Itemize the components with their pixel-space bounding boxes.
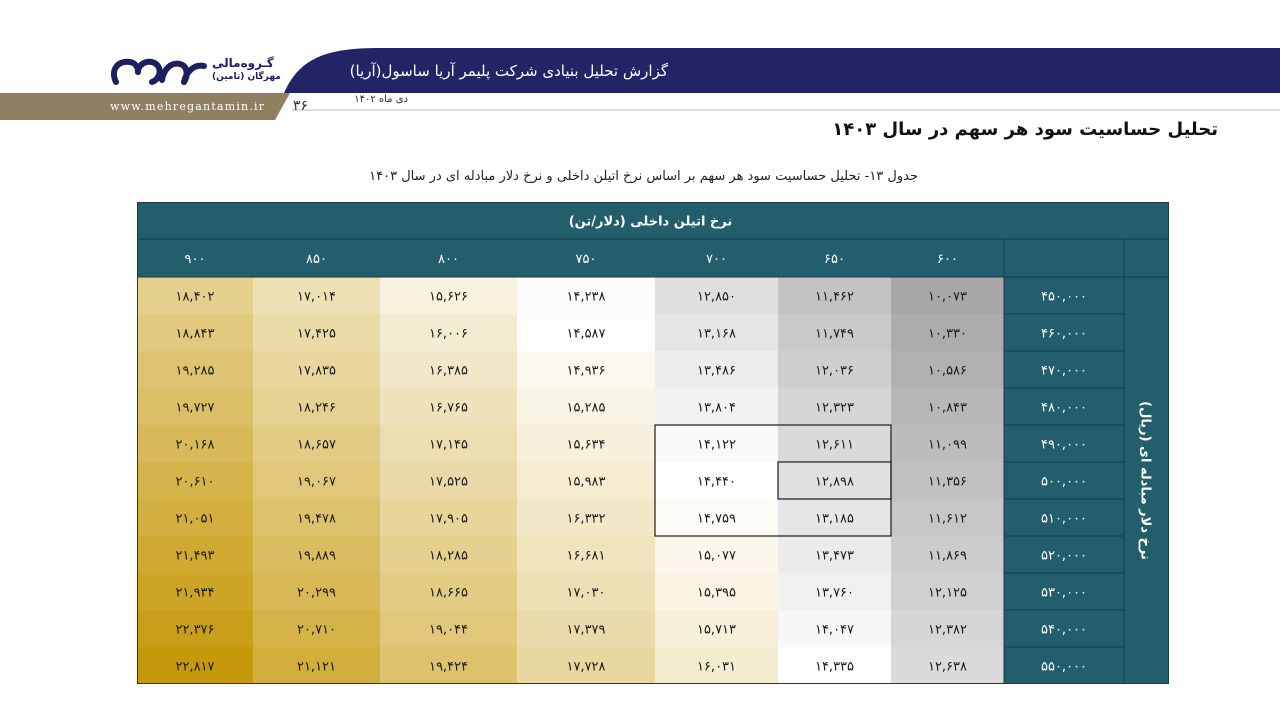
cell-value: ۱۳,۱۶۸ [696,326,737,342]
cell-value: ۱۹,۰۶۷ [296,474,337,490]
cell-value: ۱۱,۴۶۲ [814,289,855,305]
row-header: ۴۸۰,۰۰۰ [1040,400,1088,416]
cell-value: ۱۲,۳۸۲ [927,622,968,638]
cell-value: ۱۰,۵۸۶ [927,363,968,379]
sensitivity-table [137,202,1169,684]
cell-value: ۱۹,۴۲۴ [428,659,469,675]
cell-value: ۱۶,۶۸۱ [566,548,606,564]
cell-value: ۱۲,۰۳۶ [814,363,855,379]
cell-value: ۲۰,۱۶۸ [175,437,215,453]
column-header: ۸۵۰ [306,252,327,267]
section-title: تحلیل حساسیت سود هر سهم در سال ۱۴۰۳ [832,119,1218,140]
brand-logo-subtitle: مهرگان (تامین) [212,72,281,82]
row-header: ۵۴۰,۰۰۰ [1040,622,1088,638]
row-group-header: نرخ دلار مبادله ای (ریال) [1137,401,1153,560]
column-header-row-bg [137,239,1169,277]
cell-value: ۱۵,۶۳۴ [566,437,606,453]
cell-value: ۱۵,۰۷۷ [696,548,737,564]
column-header: ۶۰۰ [937,252,958,267]
column-header: ۶۵۰ [824,252,845,267]
cell-value: ۱۵,۹۸۳ [566,474,606,490]
cell-value: ۱۷,۳۷۹ [566,622,606,638]
brand-logo-title: گـروه‌مالی [212,56,274,70]
cell-value: ۱۸,۸۴۳ [175,326,215,342]
row-header: ۵۰۰,۰۰۰ [1040,474,1088,490]
cell-value: ۱۴,۷۵۹ [696,511,737,527]
cell-value: ۱۲,۱۲۵ [927,585,968,601]
cell-value: ۱۶,۳۳۲ [566,511,606,527]
row-header: ۴۵۰,۰۰۰ [1040,289,1088,305]
cell-value: ۲۱,۹۳۴ [175,585,215,601]
row-header: ۴۷۰,۰۰۰ [1040,363,1088,379]
cell-value: ۱۶,۳۸۵ [428,363,469,379]
page-number: ۳۶ [293,98,309,114]
cell-value: ۱۴,۳۳۵ [814,659,855,675]
cell-value: ۱۷,۹۰۵ [428,511,469,527]
cell-value: ۱۳,۱۸۵ [814,511,855,527]
cell-value: ۱۲,۸۹۸ [814,474,855,490]
cell-value: ۱۱,۸۶۹ [927,548,968,564]
cell-value: ۱۶,۰۳۱ [696,659,737,675]
cell-value: ۱۶,۰۰۶ [428,326,469,342]
cell-value: ۲۲,۸۱۷ [175,659,215,675]
row-header: ۵۱۰,۰۰۰ [1040,511,1088,527]
cell-value: ۱۲,۶۳۸ [927,659,968,675]
cell-value: ۱۰,۸۴۳ [927,400,968,416]
cell-value: ۱۹,۲۸۵ [175,363,215,379]
cell-value: ۱۳,۸۰۴ [696,400,737,416]
cell-value: ۲۱,۴۹۳ [175,548,215,564]
table-caption: جدول ۱۳- تحلیل حساسیت سود هر سهم بر اساس نرخ اتیلن داخلی و نرخ دلار مبادله ای در سال ۱۴۰۳ [369,169,918,184]
cell-value: ۱۱,۰۹۹ [927,437,968,453]
cell-value: ۱۴,۱۲۲ [696,437,737,453]
cell-value: ۱۲,۸۵۰ [696,289,737,305]
row-header: ۵۳۰,۰۰۰ [1040,585,1088,601]
cell-value: ۱۷,۰۱۴ [296,289,337,305]
row-header: ۵۵۰,۰۰۰ [1040,659,1088,675]
cell-value: ۱۸,۲۴۶ [296,400,337,416]
cell-value: ۲۱,۰۵۱ [175,511,215,527]
cell-value: ۱۳,۴۷۳ [814,548,855,564]
cell-value: ۱۳,۴۸۶ [696,363,737,379]
cell-value: ۱۸,۲۸۵ [428,548,469,564]
cell-value: ۲۲,۳۷۶ [175,622,215,638]
cell-value: ۱۴,۲۳۸ [566,289,606,305]
cell-value: ۱۲,۳۲۳ [814,400,855,416]
cell-value: ۱۴,۴۴۰ [696,474,737,490]
cell-value: ۱۹,۰۴۴ [428,622,469,638]
cell-value: ۱۱,۶۱۲ [927,511,968,527]
cell-value: ۱۷,۸۳۵ [296,363,337,379]
cell-value: ۱۷,۱۴۵ [428,437,469,453]
cell-value: ۲۰,۶۱۰ [175,474,215,490]
cell-value: ۲۰,۲۹۹ [296,585,337,601]
cell-value: ۱۵,۷۱۳ [696,622,737,638]
column-header: ۹۰۰ [184,252,206,267]
cell-value: ۱۴,۵۸۷ [566,326,606,342]
row-header: ۵۲۰,۰۰۰ [1040,548,1088,564]
cell-value: ۱۷,۴۲۵ [296,326,337,342]
column-header: ۷۰۰ [706,252,727,267]
cell-value: ۱۹,۴۷۸ [296,511,337,527]
cell-value: ۱۹,۸۸۹ [296,548,337,564]
row-header: ۴۶۰,۰۰۰ [1040,326,1088,342]
cell-value: ۲۰,۷۱۰ [296,622,337,638]
cell-value: ۱۷,۰۳۰ [566,585,606,601]
cell-value: ۱۸,۶۶۵ [428,585,469,601]
cell-value: ۱۵,۳۹۵ [696,585,737,601]
report-date: دی ماه ۱۴۰۲ [354,94,408,105]
header-band [0,48,1280,128]
cell-value: ۱۰,۰۷۳ [927,289,968,305]
report-title: گزارش تحلیل بنیادی شرکت پلیمر آریا ساسول(آریا) [349,62,668,80]
cell-value: ۱۳,۷۶۰ [814,585,855,601]
cell-value: ۱۱,۷۴۹ [814,326,855,342]
column-header: ۷۵۰ [575,252,597,267]
cell-value: ۱۵,۶۲۶ [428,289,469,305]
cell-value: ۱۵,۲۸۵ [566,400,606,416]
cell-value: ۱۷,۵۲۵ [428,474,469,490]
row-header: ۴۹۰,۰۰۰ [1040,437,1088,453]
cell-value: ۱۶,۷۶۵ [428,400,469,416]
cell-value: ۱۷,۷۲۸ [566,659,606,675]
cell-value: ۱۹,۷۲۷ [175,400,215,416]
cell-value: ۱۴,۰۴۷ [814,622,855,638]
website-link[interactable]: www.mehregantamin.ir [110,100,266,113]
column-header: ۸۰۰ [438,252,459,267]
cell-value: ۱۰,۳۳۰ [927,326,968,342]
cell-value: ۱۸,۴۰۲ [175,289,215,305]
cell-value: ۱۲,۶۱۱ [814,437,855,453]
cell-value: ۱۸,۶۵۷ [296,437,337,453]
cell-value: ۱۱,۳۵۶ [927,474,968,490]
cell-value: ۱۴,۹۳۶ [566,363,606,379]
column-group-header: نرخ اتیلن داخلی (دلار/تن) [568,214,733,230]
cell-value: ۲۱,۱۲۱ [296,659,337,675]
